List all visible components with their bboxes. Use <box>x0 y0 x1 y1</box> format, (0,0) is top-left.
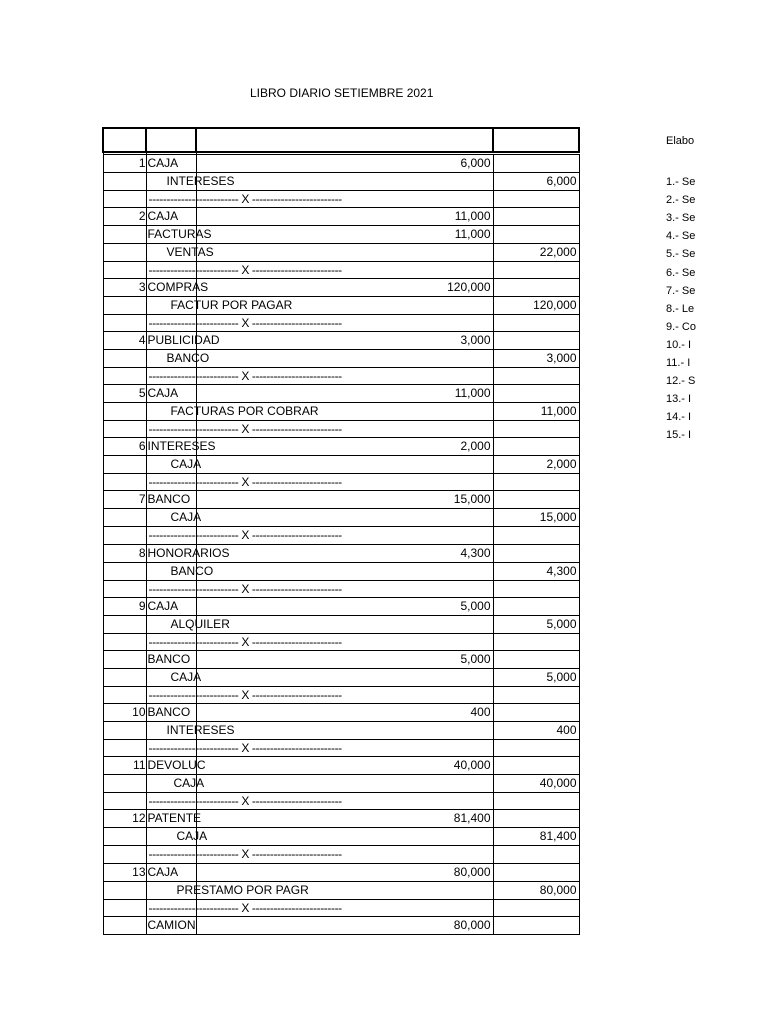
account-cell[interactable] <box>146 881 309 899</box>
account-name: CAJA <box>147 208 179 223</box>
journal-row <box>103 863 579 881</box>
separator-row <box>103 474 579 491</box>
entry-number[interactable]: 9 <box>103 597 146 615</box>
cell-no[interactable] <box>103 793 146 810</box>
journal-row <box>103 491 579 509</box>
side-list-item: 1.- Se <box>666 176 696 189</box>
account-cell[interactable] <box>146 349 210 367</box>
entry-number[interactable] <box>103 775 146 793</box>
entry-number[interactable]: 3 <box>103 278 146 296</box>
credit-amount[interactable] <box>493 810 579 828</box>
separator-text: ------------------------- X ------------------------- <box>148 634 342 649</box>
account-cell[interactable] <box>146 668 202 686</box>
journal-row <box>103 828 579 846</box>
account-cell[interactable] <box>146 863 196 881</box>
journal-row <box>103 722 579 740</box>
side-list-item: 15.- I <box>666 429 692 442</box>
cell-no[interactable] <box>103 686 146 703</box>
entry-number[interactable] <box>103 403 146 421</box>
header-cell-credit[interactable] <box>493 128 579 152</box>
journal-row <box>103 349 579 367</box>
separator-row <box>103 793 579 810</box>
credit-amount[interactable] <box>493 916 579 934</box>
separator-text: ------------------------- X ------------------------- <box>148 191 342 206</box>
account-cell[interactable] <box>146 757 206 775</box>
cell-no[interactable] <box>103 899 146 916</box>
separator-row <box>103 421 579 438</box>
account-cell[interactable] <box>146 562 214 580</box>
cell-no[interactable] <box>103 314 146 331</box>
credit-amount[interactable] <box>493 385 579 403</box>
account-name: CAJA <box>170 669 202 684</box>
account-cell[interactable] <box>146 810 202 828</box>
account-name: CAJA <box>170 510 202 525</box>
debit-amount[interactable]: 40,000 <box>196 757 493 775</box>
cell-credit[interactable] <box>493 580 579 597</box>
debit-amount[interactable]: 80,000 <box>196 863 493 881</box>
debit-amount[interactable]: 120,000 <box>196 278 493 296</box>
entry-number[interactable] <box>103 225 146 243</box>
separator-cell[interactable] <box>146 846 342 863</box>
debit-amount[interactable] <box>196 243 493 261</box>
account-name: BANCO <box>147 651 191 666</box>
entry-number[interactable] <box>103 172 146 190</box>
side-list-item: 3.- Se <box>666 212 696 225</box>
separator-text: ------------------------- X ------------------------- <box>148 315 342 330</box>
account-name: DEVOLUC <box>147 758 206 773</box>
separator-cell[interactable] <box>146 421 342 438</box>
account-name: INTERESES <box>147 439 216 454</box>
credit-amount[interactable]: 4,300 <box>493 562 579 580</box>
entry-number[interactable]: 8 <box>103 544 146 562</box>
credit-amount[interactable] <box>493 225 579 243</box>
separator-text: ------------------------- X ------------------------- <box>148 794 342 809</box>
side-notes <box>666 132 768 442</box>
entry-number[interactable]: 4 <box>103 331 146 349</box>
separator-text: ------------------------- X ------------------------- <box>148 687 342 702</box>
account-cell[interactable] <box>146 722 235 740</box>
debit-amount[interactable]: 15,000 <box>196 491 493 509</box>
account-cell[interactable] <box>146 243 214 261</box>
separator-text: ------------------------- X ------------------------- <box>148 741 342 756</box>
account-name: CAMION <box>147 917 196 932</box>
entry-number[interactable] <box>103 650 146 668</box>
journal-row <box>103 154 579 172</box>
side-list-item: 4.- Se <box>666 230 696 243</box>
cell-no[interactable] <box>103 527 146 544</box>
debit-amount[interactable]: 2,000 <box>196 438 493 456</box>
journal-row <box>103 615 579 633</box>
side-list <box>666 173 768 442</box>
account-name: ALQUILER <box>170 616 230 631</box>
entry-number[interactable] <box>103 349 146 367</box>
side-list-item: 2.- Se <box>666 194 696 207</box>
account-cell[interactable] <box>146 207 196 225</box>
credit-amount[interactable] <box>493 650 579 668</box>
journal-row <box>103 331 579 349</box>
debit-amount[interactable]: 11,000 <box>196 225 493 243</box>
cell-no[interactable] <box>103 190 146 207</box>
entry-number[interactable]: 10 <box>103 704 146 722</box>
journal-row <box>103 207 579 225</box>
account-name: CAJA <box>147 386 179 401</box>
account-cell[interactable] <box>146 278 209 296</box>
cell-no[interactable] <box>103 580 146 597</box>
entry-number[interactable]: 6 <box>103 438 146 456</box>
separator-text: ------------------------- X ------------------------- <box>148 581 342 596</box>
credit-amount[interactable] <box>493 704 579 722</box>
account-name: VENTAS <box>166 244 214 259</box>
cell-no[interactable] <box>103 740 146 757</box>
account-cell[interactable] <box>146 916 196 934</box>
debit-amount[interactable]: 81,400 <box>196 810 493 828</box>
credit-amount[interactable]: 120,000 <box>493 296 579 314</box>
credit-amount[interactable]: 11,000 <box>493 403 579 421</box>
account-name: INTERESES <box>166 173 235 188</box>
journal-row <box>103 650 579 668</box>
account-cell[interactable] <box>146 544 230 562</box>
separator-row <box>103 740 579 757</box>
journal-title: LIBRO DIARIO SETIEMBRE 2021 <box>250 86 434 100</box>
credit-amount[interactable] <box>493 154 579 172</box>
side-list-item: 8.- Le <box>666 302 695 315</box>
entry-number[interactable]: 2 <box>103 207 146 225</box>
side-list-item: 13.- I <box>666 393 692 406</box>
account-name: CAJA <box>147 598 179 613</box>
account-name: BANCO <box>170 563 214 578</box>
credit-amount[interactable]: 22,000 <box>493 243 579 261</box>
entry-number[interactable] <box>103 296 146 314</box>
credit-amount[interactable] <box>493 207 579 225</box>
debit-amount[interactable]: 5,000 <box>196 650 493 668</box>
account-cell[interactable] <box>146 385 196 403</box>
journal-row <box>103 881 579 899</box>
debit-amount[interactable]: 5,000 <box>196 597 493 615</box>
entry-number[interactable] <box>103 668 146 686</box>
separator-text: ------------------------- X ------------------------- <box>148 422 342 437</box>
side-list-item: 11.- I <box>666 357 691 370</box>
account-name: FACTUR POR PAGAR <box>170 297 293 312</box>
cell-no[interactable] <box>103 367 146 384</box>
debit-amount[interactable] <box>196 775 493 793</box>
account-name: INTERESES <box>166 723 235 738</box>
debit-amount[interactable] <box>196 668 493 686</box>
entry-number[interactable] <box>103 916 146 934</box>
journal-row <box>103 704 579 722</box>
journal-row <box>103 438 579 456</box>
separator-text: ------------------------- X ------------------------- <box>148 368 342 383</box>
entry-number[interactable]: 13 <box>103 863 146 881</box>
separator-cell[interactable] <box>146 367 342 384</box>
separator-cell[interactable] <box>146 314 342 331</box>
separator-row <box>103 314 579 331</box>
debit-amount[interactable] <box>196 828 493 846</box>
side-list-item: 7.- Se <box>666 284 696 297</box>
journal-row <box>103 243 579 261</box>
entry-number[interactable]: 11 <box>103 757 146 775</box>
side-heading: Elabo <box>666 135 695 147</box>
cell-credit[interactable] <box>493 527 579 544</box>
debit-amount[interactable]: 6,000 <box>196 154 493 172</box>
header-cell-detail[interactable] <box>196 128 493 152</box>
entry-number[interactable]: 12 <box>103 810 146 828</box>
credit-amount[interactable] <box>493 757 579 775</box>
debit-amount[interactable]: 400 <box>196 704 493 722</box>
journal-row <box>103 775 579 793</box>
account-name: FACTURAS POR COBRAR <box>170 404 319 419</box>
journal-row <box>103 172 579 190</box>
cell-credit[interactable] <box>493 633 579 650</box>
cell-no[interactable] <box>103 421 146 438</box>
entry-number[interactable] <box>103 722 146 740</box>
account-cell[interactable] <box>146 331 220 349</box>
separator-row <box>103 846 579 863</box>
separator-row <box>103 580 579 597</box>
journal-row <box>103 509 579 527</box>
separator-text: ------------------------- X ------------------------- <box>148 475 342 490</box>
account-cell[interactable] <box>146 597 196 615</box>
debit-amount[interactable] <box>196 562 493 580</box>
credit-amount[interactable]: 400 <box>493 722 579 740</box>
separator-cell[interactable] <box>146 261 342 278</box>
entry-number[interactable] <box>103 243 146 261</box>
account-name: CAJA <box>147 155 179 170</box>
separator-row <box>103 686 579 703</box>
credit-amount[interactable]: 80,000 <box>493 881 579 899</box>
debit-amount[interactable] <box>196 172 493 190</box>
account-name: PUBLICIDAD <box>147 332 220 347</box>
separator-text: ------------------------- X ------------------------- <box>148 262 342 277</box>
cell-credit[interactable] <box>493 846 579 863</box>
cell-credit[interactable] <box>493 899 579 916</box>
debit-amount[interactable] <box>196 349 493 367</box>
account-cell[interactable] <box>146 775 205 793</box>
account-name: BANCO <box>166 350 210 365</box>
account-name: CAJA <box>173 776 205 791</box>
entry-number[interactable]: 1 <box>103 154 146 172</box>
cell-credit[interactable] <box>493 421 579 438</box>
entry-number[interactable] <box>103 456 146 474</box>
separator-cell[interactable] <box>146 686 342 703</box>
credit-amount[interactable]: 40,000 <box>493 775 579 793</box>
separator-row <box>103 633 579 650</box>
journal-row <box>103 562 579 580</box>
account-name: FACTURAS <box>147 226 212 241</box>
separator-cell[interactable] <box>146 899 342 916</box>
account-cell[interactable] <box>146 704 196 722</box>
account-name: COMPRAS <box>147 279 209 294</box>
account-cell[interactable] <box>146 225 212 243</box>
separator-cell[interactable] <box>146 474 342 491</box>
side-list-item: 10.- I <box>666 338 692 351</box>
journal-row <box>103 668 579 686</box>
cell-credit[interactable] <box>493 686 579 703</box>
entry-number[interactable] <box>103 828 146 846</box>
credit-amount[interactable]: 15,000 <box>493 509 579 527</box>
header-cell-account[interactable] <box>146 128 196 152</box>
side-list-item: 9.- Co <box>666 320 696 333</box>
credit-amount[interactable] <box>493 597 579 615</box>
account-name: CAJA <box>147 864 179 879</box>
account-cell[interactable] <box>146 438 216 456</box>
journal-row <box>103 916 579 934</box>
cell-credit[interactable] <box>493 261 579 278</box>
debit-amount[interactable] <box>196 615 493 633</box>
separator-row <box>103 190 579 207</box>
separator-row <box>103 261 579 278</box>
cell-no[interactable] <box>103 633 146 650</box>
entry-number[interactable]: 5 <box>103 385 146 403</box>
account-name: BANCO <box>147 705 191 720</box>
separator-cell[interactable] <box>146 633 342 650</box>
account-cell[interactable] <box>146 491 196 509</box>
journal-row <box>103 403 579 421</box>
credit-amount[interactable] <box>493 544 579 562</box>
debit-amount[interactable]: 80,000 <box>196 916 493 934</box>
account-cell[interactable] <box>146 172 235 190</box>
account-cell[interactable] <box>146 456 202 474</box>
separator-row <box>103 527 579 544</box>
credit-amount[interactable] <box>493 491 579 509</box>
debit-amount[interactable]: 11,000 <box>196 207 493 225</box>
credit-amount[interactable]: 81,400 <box>493 828 579 846</box>
entry-number[interactable] <box>103 562 146 580</box>
debit-amount[interactable] <box>196 456 493 474</box>
entry-number[interactable] <box>103 509 146 527</box>
cell-credit[interactable] <box>493 367 579 384</box>
side-list-item: 12.- S <box>666 375 696 388</box>
entry-number[interactable]: 7 <box>103 491 146 509</box>
credit-amount[interactable]: 3,000 <box>493 349 579 367</box>
cell-no[interactable] <box>103 846 146 863</box>
credit-amount[interactable] <box>493 278 579 296</box>
account-name: BANCO <box>147 492 191 507</box>
cell-no[interactable] <box>103 474 146 491</box>
credit-amount[interactable] <box>493 863 579 881</box>
journal-row <box>103 456 579 474</box>
cell-credit[interactable] <box>493 474 579 491</box>
credit-amount[interactable] <box>493 438 579 456</box>
account-name: PATENTE <box>147 811 202 826</box>
journal-row <box>103 225 579 243</box>
debit-amount[interactable] <box>196 509 493 527</box>
table-header-row <box>103 128 579 152</box>
credit-amount[interactable]: 6,000 <box>493 172 579 190</box>
separator-cell[interactable] <box>146 580 342 597</box>
credit-amount[interactable] <box>493 331 579 349</box>
credit-amount[interactable]: 5,000 <box>493 615 579 633</box>
credit-amount[interactable]: 2,000 <box>493 456 579 474</box>
cell-no[interactable] <box>103 261 146 278</box>
credit-amount[interactable]: 5,000 <box>493 668 579 686</box>
debit-amount[interactable] <box>196 722 493 740</box>
account-cell[interactable] <box>146 296 293 314</box>
separator-text: ------------------------- X ------------------------- <box>148 528 342 543</box>
separator-row <box>103 367 579 384</box>
journal-row <box>103 810 579 828</box>
account-cell[interactable] <box>146 154 196 172</box>
account-cell[interactable] <box>146 828 208 846</box>
side-list-item: 14.- I <box>666 411 692 424</box>
account-cell[interactable] <box>146 509 202 527</box>
cell-credit[interactable] <box>493 793 579 810</box>
side-list-item: 5.- Se <box>666 248 696 261</box>
separator-cell[interactable] <box>146 793 342 810</box>
account-cell[interactable] <box>146 650 196 668</box>
header-cell-no[interactable] <box>103 128 146 152</box>
debit-amount[interactable]: 3,000 <box>196 331 493 349</box>
side-list-item: 6.- Se <box>666 266 696 279</box>
journal-row <box>103 544 579 562</box>
account-cell[interactable] <box>146 615 230 633</box>
account-name: CAJA <box>170 457 202 472</box>
account-name: HONORARIOS <box>147 545 230 560</box>
journal-row <box>103 278 579 296</box>
separator-cell[interactable] <box>146 190 342 207</box>
journal-row <box>103 597 579 615</box>
entry-number[interactable] <box>103 615 146 633</box>
account-name: CAJA <box>176 829 208 844</box>
cell-credit[interactable] <box>493 190 579 207</box>
entry-number[interactable] <box>103 881 146 899</box>
journal-row <box>103 385 579 403</box>
account-cell[interactable] <box>146 403 319 421</box>
journal-row <box>103 296 579 314</box>
separator-cell[interactable] <box>146 527 342 544</box>
separator-row <box>103 899 579 916</box>
cell-credit[interactable] <box>493 314 579 331</box>
separator-cell[interactable] <box>146 740 342 757</box>
journal-table <box>102 127 580 935</box>
debit-amount[interactable]: 4,300 <box>196 544 493 562</box>
separator-text: ------------------------- X ------------------------- <box>148 847 342 862</box>
journal-row <box>103 757 579 775</box>
cell-credit[interactable] <box>493 740 579 757</box>
account-name: PRESTAMO POR PAGR <box>176 882 309 897</box>
debit-amount[interactable]: 11,000 <box>196 385 493 403</box>
separator-text: ------------------------- X ------------------------- <box>148 900 342 915</box>
